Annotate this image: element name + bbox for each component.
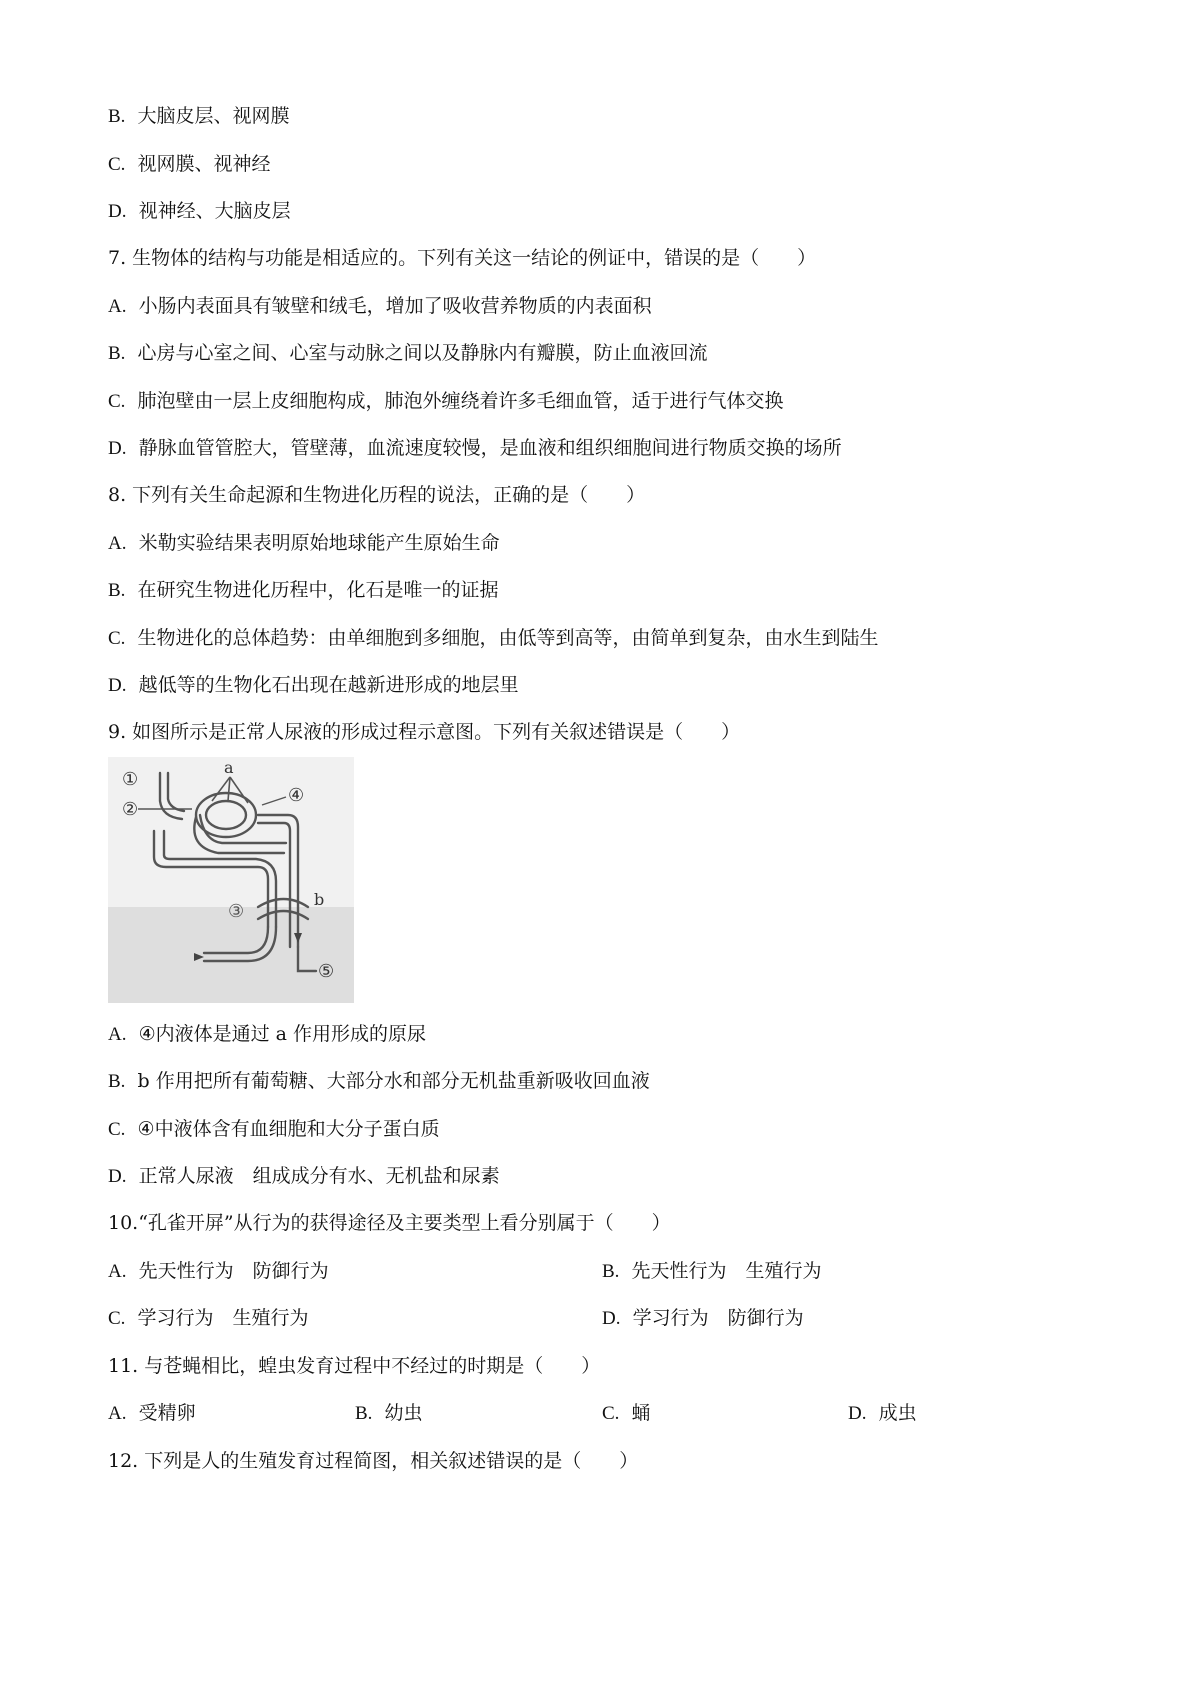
question-12-stem: 12. 下列是人的生殖发育过程简图，相关叙述错误的是（ ） (108, 1450, 639, 1472)
q8-option-a: A. 米勒实验结果表明原始地球能产生原始生命 (108, 532, 500, 554)
q7-option-b: B. 心房与心室之间、心室与动脉之间以及静脉内有瓣膜，防止血液回流 (108, 342, 708, 364)
q11-option-d: D. 成虫 (848, 1402, 917, 1424)
nephron-diagram-svg (108, 757, 354, 1003)
q9-option-b: B. b 作用把所有葡萄糖、大部分水和部分无机盐重新吸收回血液 (108, 1070, 650, 1092)
q11-option-a: A. 受精卵 (108, 1402, 196, 1424)
q10-option-d: D. 学习行为 防御行为 (602, 1307, 804, 1329)
q8-option-c: C. 生物进化的总体趋势：由单细胞到多细胞，由低等到高等，由简单到复杂，由水生到陆生 (108, 627, 879, 649)
option-6c: C. 视网膜、视神经 (108, 153, 271, 175)
question-7-stem: 7. 生物体的结构与功能是相适应的。下列有关这一结论的例证中，错误的是（ ） (108, 247, 817, 269)
question-10-stem: 10.“孔雀开屏”从行为的获得途径及主要类型上看分别属于（ ） (108, 1212, 671, 1234)
q7-option-d: D. 静脉血管管腔大，管壁薄，血流速度较慢，是血液和组织细胞间进行物质交换的场所 (108, 437, 842, 459)
q7-option-c: C. 肺泡壁由一层上皮细胞构成，肺泡外缠绕着许多毛细血管，适于进行气体交换 (108, 390, 784, 412)
q11-option-c: C. 蛹 (602, 1402, 651, 1424)
q7-option-a: A. 小肠内表面具有皱壁和绒毛，增加了吸收营养物质的内表面积 (108, 295, 652, 317)
q10-option-c: C. 学习行为 生殖行为 (108, 1307, 309, 1329)
label-2: ② (122, 799, 139, 820)
nephron-diagram (108, 757, 354, 1003)
q9-option-d: D. 正常人尿液 组成成分有水、无机盐和尿素 (108, 1165, 500, 1187)
label-3: ③ (228, 901, 245, 922)
label-b: b (314, 890, 325, 909)
option-6b: B. 大脑皮层、视网膜 (108, 105, 290, 127)
q9-option-a: A. ④内液体是通过 a 作用形成的原尿 (108, 1023, 427, 1045)
label-4: ④ (288, 785, 305, 806)
option-6d: D. 视神经、大脑皮层 (108, 200, 291, 222)
label-1: ① (122, 769, 139, 790)
label-a: a (224, 758, 234, 777)
q11-option-b: B. 幼虫 (355, 1402, 423, 1424)
q10-option-a: A. 先天性行为 防御行为 (108, 1260, 329, 1282)
question-8-stem: 8. 下列有关生命起源和生物进化历程的说法，正确的是（ ） (108, 484, 646, 506)
label-5: ⑤ (318, 961, 335, 982)
q8-option-b: B. 在研究生物进化历程中，化石是唯一的证据 (108, 579, 499, 601)
q10-option-b: B. 先天性行为 生殖行为 (602, 1260, 822, 1282)
question-9-stem: 9. 如图所示是正常人尿液的形成过程示意图。下列有关叙述错误是（ ） (108, 721, 741, 743)
q9-option-c: C. ④中液体含有血细胞和大分子蛋白质 (108, 1118, 440, 1140)
question-11-stem: 11. 与苍蝇相比，蝗虫发育过程中不经过的时期是（ ） (108, 1355, 601, 1377)
q8-option-d: D. 越低等的生物化石出现在越新进形成的地层里 (108, 674, 519, 696)
